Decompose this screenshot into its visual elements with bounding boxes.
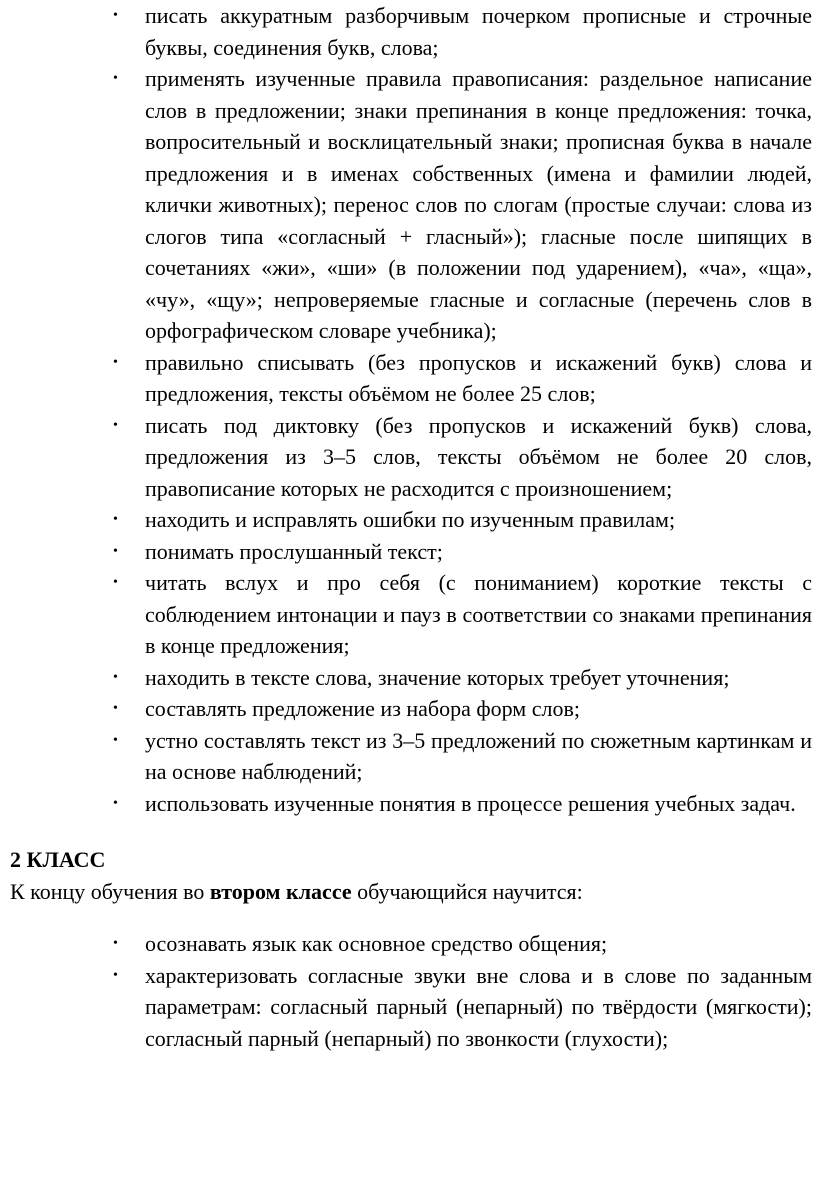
list-item-text: писать аккуратным разборчивым почерком прописные и строчные буквы, соединения букв, слова; — [145, 3, 812, 60]
list-item-text: находить в тексте слова, значение которых требует уточнения; — [145, 664, 730, 690]
list-item-text: характеризовать согласные звуки вне слова и в слове по заданным параметрам: согласный парный (непарный) по твёрдости (мягкости); согласный парный (непарный) по звонкости (глухости); — [145, 962, 812, 1051]
list-item — [0, 662, 816, 694]
list-item — [0, 788, 816, 820]
list-item — [0, 504, 816, 536]
list-item-text: понимать прослушанный текст; — [145, 538, 443, 564]
bullet-icon: • — [113, 732, 118, 748]
list-item-text: устно составлять текст из 3–5 предложений по сюжетным картинкам и на основе наблюдений; — [145, 727, 812, 784]
section-intro — [0, 876, 816, 908]
bullet-icon: • — [113, 417, 118, 433]
list-item — [0, 693, 816, 725]
list-item — [0, 0, 816, 63]
bullet-icon: • — [113, 354, 118, 370]
skills-list-grade-2 — [0, 928, 816, 1054]
bullet-icon: • — [113, 795, 118, 811]
list-item-text: правильно списывать (без пропусков и искажений букв) слова и предложения, тексты объёмом не более 25 слов; — [145, 349, 812, 406]
list-item-text: осознавать язык как основное средство общения; — [145, 931, 608, 956]
list-item-text: составлять предложение из набора форм слов; — [145, 696, 580, 721]
bullet-icon: • — [113, 543, 118, 559]
list-item-text: писать под диктовку (без пропусков и искажений букв) слова, предложения из 3–5 слов, тексты объёмом не более 20 слов, правописание которых не расходится с произношением; — [145, 412, 812, 501]
bullet-icon: • — [113, 967, 118, 983]
list-item-text: читать вслух и про себя (с пониманием) короткие тексты с соблюдением интонации и пауз в соответствии со знаками препинания в конце предложения; — [145, 570, 812, 658]
bullet-icon: • — [113, 936, 118, 951]
list-item — [0, 347, 816, 410]
bullet-icon: • — [113, 575, 118, 590]
intro-text-after: обучающийся научится: — [351, 878, 583, 904]
bullet-icon: • — [113, 512, 118, 527]
bullet-icon: • — [113, 71, 118, 86]
intro-text-bold: втором классе — [209, 878, 352, 904]
bullet-icon: • — [113, 669, 118, 685]
list-item — [0, 567, 816, 662]
list-item — [0, 960, 816, 1055]
section-heading: 2 КЛАСС — [10, 847, 106, 872]
bullet-icon: • — [113, 8, 118, 23]
list-item-text: находить и исправлять ошибки по изученным правилам; — [145, 507, 676, 532]
list-item-text: использовать изученные понятия в процессе решения учебных задач. — [145, 790, 796, 816]
list-item-text: применять изученные правила правописания: раздельное написание слов в предложении; знаки препинания в конце предложения: точка, вопросительный и восклицательный знаки; прописная буква в начале предложения и в именах собственных (имена и фамилии людей, клички животных); перенос слов по слогам (простые случаи: слова из слогов типа «согласный + гласный»); гласные после шипящих в сочетаниях «жи», «ши» (в положении под ударением), «ча», «ща», «чу», «щу»; непроверяемые гласные и согласные (перечень слов в орфографическом словаре учебника); — [145, 66, 812, 343]
list-item — [0, 536, 816, 568]
list-item — [0, 63, 816, 347]
intro-text-before: К концу обучения во — [10, 878, 210, 904]
list-item — [0, 725, 816, 788]
list-item — [0, 928, 816, 960]
bullet-icon: • — [113, 701, 118, 716]
list-item — [0, 410, 816, 505]
